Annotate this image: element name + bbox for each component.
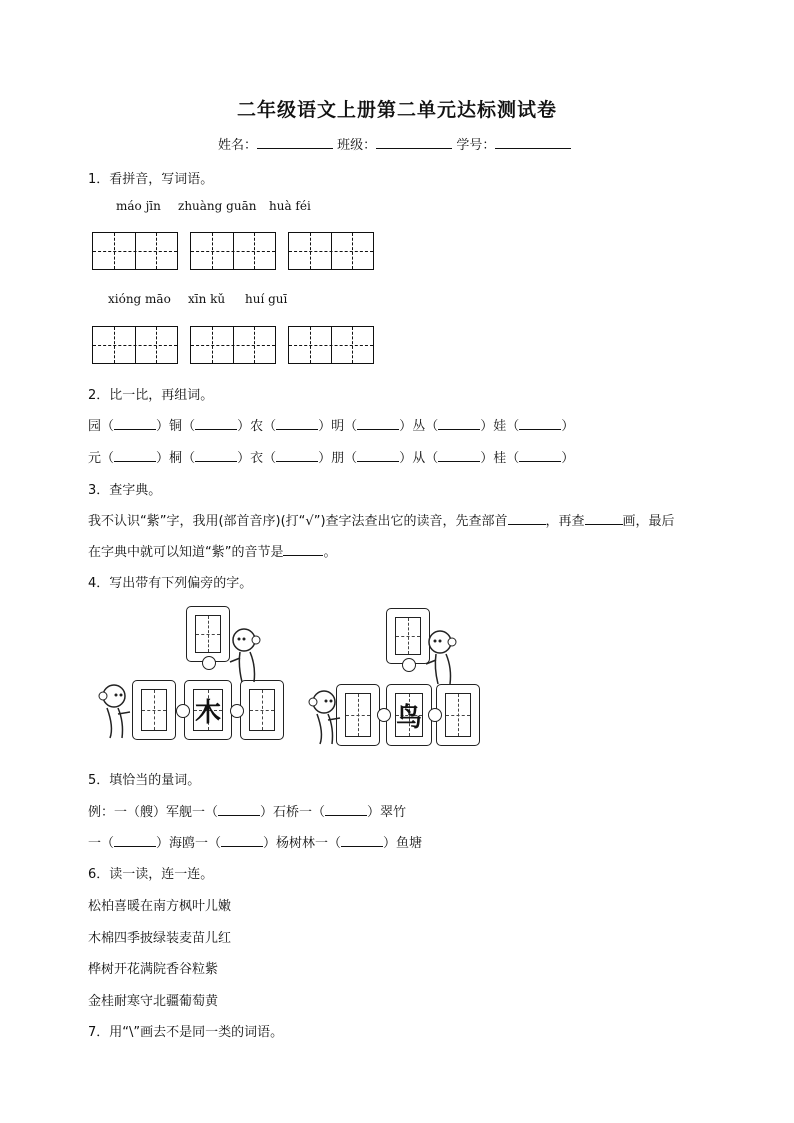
number-label: 学号：	[456, 138, 496, 153]
q5-text: 一（	[88, 836, 115, 851]
q7-heading: 7．用“\”画去不是同一类的词语。	[88, 1025, 284, 1040]
answer-blank[interactable]	[357, 417, 399, 430]
q2-char: 农	[250, 419, 264, 434]
radical-char-1: 木	[194, 697, 221, 728]
answer-blank[interactable]	[114, 834, 156, 847]
puzzle-knob	[402, 658, 416, 672]
q2-char: 园	[88, 419, 102, 434]
pinyin-2: zhuàng guān	[178, 199, 257, 213]
q5-line-1	[88, 801, 406, 820]
q5-line-2	[88, 832, 422, 851]
monkey-icon	[424, 628, 464, 688]
q2-char: 衣	[250, 451, 264, 466]
writing-grid-1[interactable]	[92, 232, 178, 270]
puzzle-knob	[202, 656, 216, 670]
q2-char: 桂	[493, 451, 507, 466]
pinyin-3: huà féi	[269, 199, 311, 213]
q5-text: ）杨树林一（	[263, 836, 342, 851]
puzzle-box[interactable]	[240, 680, 284, 740]
answer-blank[interactable]	[438, 449, 480, 462]
puzzle-knob	[377, 708, 391, 722]
q2-char: 元	[88, 451, 102, 466]
pinyin-1: máo jīn	[116, 199, 161, 213]
q2-char: 明	[331, 419, 345, 434]
answer-blank[interactable]	[585, 512, 623, 525]
puzzle-box[interactable]	[336, 684, 380, 746]
q3-line-1	[88, 510, 675, 529]
answer-blank[interactable]	[508, 512, 546, 525]
writing-grid-5[interactable]	[190, 326, 276, 364]
q4-heading: 4．写出带有下列偏旁的字。	[88, 576, 253, 591]
q2-char: 从	[412, 451, 426, 466]
q2-row-2: 元（ ）桐（ ）衣（ ）朋（ ）从（ ）桂（ ）	[88, 451, 575, 466]
monkey-icon	[92, 682, 132, 742]
answer-blank[interactable]	[221, 834, 263, 847]
answer-blank[interactable]	[325, 803, 367, 816]
q3-text: 画，最后	[622, 514, 675, 529]
q3-text: 。	[323, 545, 337, 560]
answer-blank[interactable]	[195, 449, 237, 462]
radical-box-2	[386, 684, 432, 746]
answer-blank[interactable]	[276, 449, 318, 462]
q6-line: 松柏喜暖在南方枫叶儿嫩	[88, 899, 232, 914]
pinyin-4: xióng māo	[108, 292, 171, 306]
name-blank[interactable]	[257, 136, 333, 149]
q6-line: 木棉四季披绿装麦苗儿红	[88, 931, 232, 946]
puzzle-knob	[176, 704, 190, 718]
q3-text: 在字典中就可以知道“紫”的音节是	[88, 545, 284, 560]
answer-blank[interactable]	[114, 417, 156, 430]
puzzle-knob	[428, 708, 442, 722]
q2-char: 丛	[412, 419, 426, 434]
puzzle-box[interactable]	[132, 680, 176, 740]
answer-blank[interactable]	[114, 449, 156, 462]
puzzle-knob	[230, 704, 244, 718]
q5-heading: 5．填恰当的量词。	[88, 773, 201, 788]
q6-heading: 6．读一读，连一连。	[88, 867, 214, 882]
radical-box-1	[184, 680, 232, 740]
pinyin-6: huí guī	[245, 292, 288, 306]
monkey-icon	[302, 688, 342, 748]
q3-text: 我不认识“紫”字，我用(部首音序)(打“√”)查字法查出它的读音，先查部首	[88, 514, 508, 529]
page-title: 二年级语文上册第二单元达标测试卷	[236, 99, 557, 121]
answer-blank[interactable]	[283, 543, 323, 556]
answer-blank[interactable]	[519, 449, 561, 462]
answer-blank[interactable]	[218, 803, 260, 816]
q5-text: ）石桥一（	[260, 805, 326, 820]
q6-line: 金桂耐寒守北疆葡萄黄	[88, 994, 219, 1009]
q6-line: 桦树开花满院香谷粒紫	[88, 962, 219, 977]
class-blank[interactable]	[376, 136, 452, 149]
q5-text: ）翠竹	[367, 805, 407, 820]
q2-heading: 2．比一比，再组词。	[88, 388, 214, 403]
writing-grid-2[interactable]	[190, 232, 276, 270]
answer-blank[interactable]	[276, 417, 318, 430]
answer-blank[interactable]	[195, 417, 237, 430]
class-label: 班级：	[337, 138, 377, 153]
puzzle-box[interactable]	[186, 606, 230, 662]
writing-grid-4[interactable]	[92, 326, 178, 364]
q2-row-1: 园（ ）铜（ ）农（ ）明（ ）丛（ ）娃（ ）	[88, 419, 575, 434]
q5-text: ）海鸥一（	[156, 836, 222, 851]
q1-heading: 1．看拼音，写词语。	[88, 172, 214, 187]
radical-char-2: 鸟	[395, 702, 422, 733]
q2-char: 桐	[169, 451, 183, 466]
q2-char: 铜	[169, 419, 183, 434]
writing-grid-3[interactable]	[288, 232, 374, 270]
monkey-icon	[228, 626, 268, 686]
answer-blank[interactable]	[341, 834, 383, 847]
number-blank[interactable]	[495, 136, 571, 149]
q5-text: 例：一（艘）军舰一（	[88, 805, 219, 820]
answer-blank[interactable]	[357, 449, 399, 462]
student-info-line	[218, 134, 571, 153]
answer-blank[interactable]	[519, 417, 561, 430]
name-label: 姓名：	[218, 138, 258, 153]
q2-char: 朋	[331, 451, 345, 466]
q3-line-2	[88, 541, 337, 560]
q3-heading: 3．查字典。	[88, 483, 162, 498]
pinyin-5: xīn kǔ	[188, 292, 226, 306]
q2-char: 娃	[493, 419, 507, 434]
q5-text: ）鱼塘	[383, 836, 423, 851]
writing-grid-6[interactable]	[288, 326, 374, 364]
puzzle-box[interactable]	[436, 684, 480, 746]
answer-blank[interactable]	[438, 417, 480, 430]
q3-text: ，再查	[545, 514, 585, 529]
